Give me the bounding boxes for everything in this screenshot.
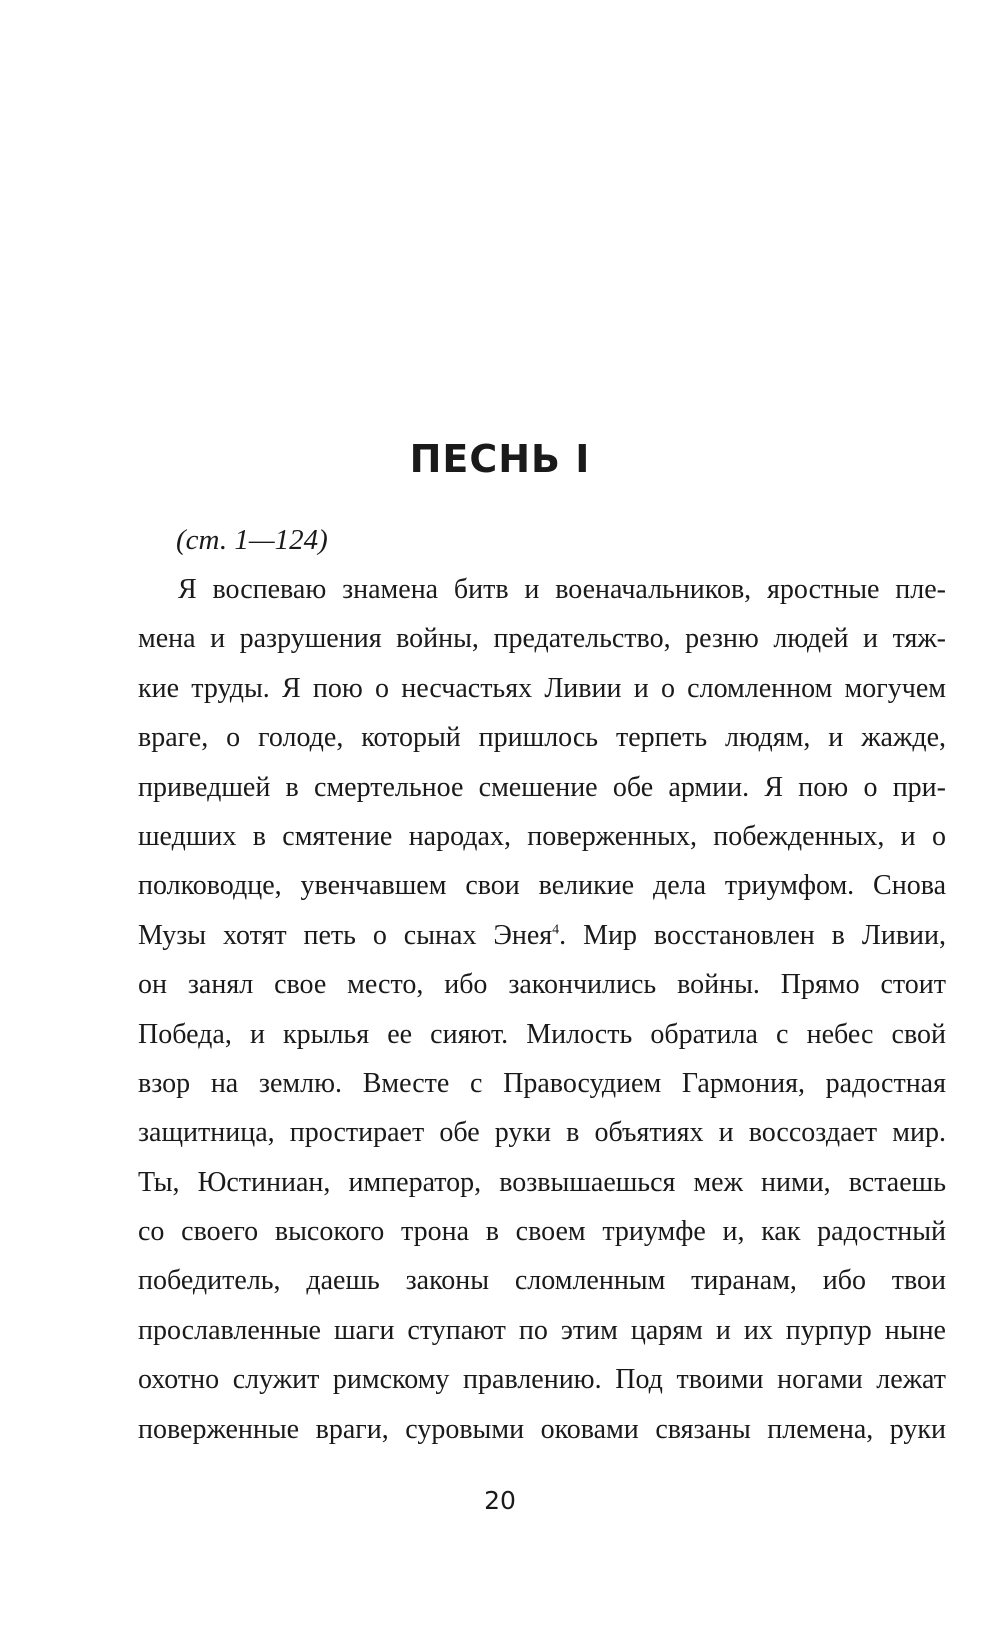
- text-line: поверженные враги, суровыми оковами связаны племена, руки: [138, 1413, 946, 1445]
- text-line: Ты, Юстиниан, император, возвышаешься меж ними, встаешь: [138, 1166, 946, 1198]
- footnote-marker[interactable]: 4: [552, 922, 560, 938]
- text-line: враге, о голоде, который пришлось терпеть людям, и жажде,: [138, 722, 946, 754]
- text-line-part: Музы хотят петь о сынах Энея: [138, 919, 553, 951]
- text-line: он занял свое место, ибо закончились войны. Прямо стоит: [138, 969, 946, 1001]
- text-line: взор на землю. Вместе с Правосудием Гармония, радостная: [138, 1067, 946, 1099]
- verse-range: (ст. 1—124): [176, 524, 328, 556]
- text-line-part: . Мир восстановлен в Ливии,: [559, 919, 947, 951]
- text-line: приведшей в смертельное смешение обе армии. Я пою о при-: [138, 771, 946, 803]
- text-line: Победа, и крылья ее сияют. Милость обратила с небес свой: [138, 1018, 946, 1050]
- text-line: кие труды. Я пою о несчастьях Ливии и о сломленном могучем: [138, 672, 946, 704]
- text-line: прославленные шаги ступают по этим царям и их пурпур ныне: [138, 1314, 946, 1346]
- chapter-title: ПЕСНЬ I: [409, 437, 591, 481]
- text-line: полководце, увенчавшем свои великие дела триумфом. Снова: [138, 870, 946, 902]
- text-line-with-footnote: [138, 911, 946, 960]
- text-line: мена и разрушения войны, предательство, резню людей и тяж-: [138, 623, 946, 655]
- text-line: охотно служит римскому правлению. Под твоими ногами лежат: [138, 1364, 946, 1396]
- text-line: Я воспеваю знамена битв и военачальников, яростные пле-: [178, 574, 946, 605]
- text-line: со своего высокого трона в своем триумфе и, как радостный: [138, 1216, 946, 1248]
- text-line: шедших в смятение народах, поверженных, побежденных, и о: [138, 820, 946, 852]
- body-text: [138, 565, 946, 1454]
- text-line: защитница, простирает обе руки в объятиях и воссоздает мир.: [138, 1117, 946, 1149]
- text-line: победитель, даешь законы сломленным тиранам, ибо твои: [138, 1265, 946, 1297]
- page-number: 20: [484, 1486, 516, 1515]
